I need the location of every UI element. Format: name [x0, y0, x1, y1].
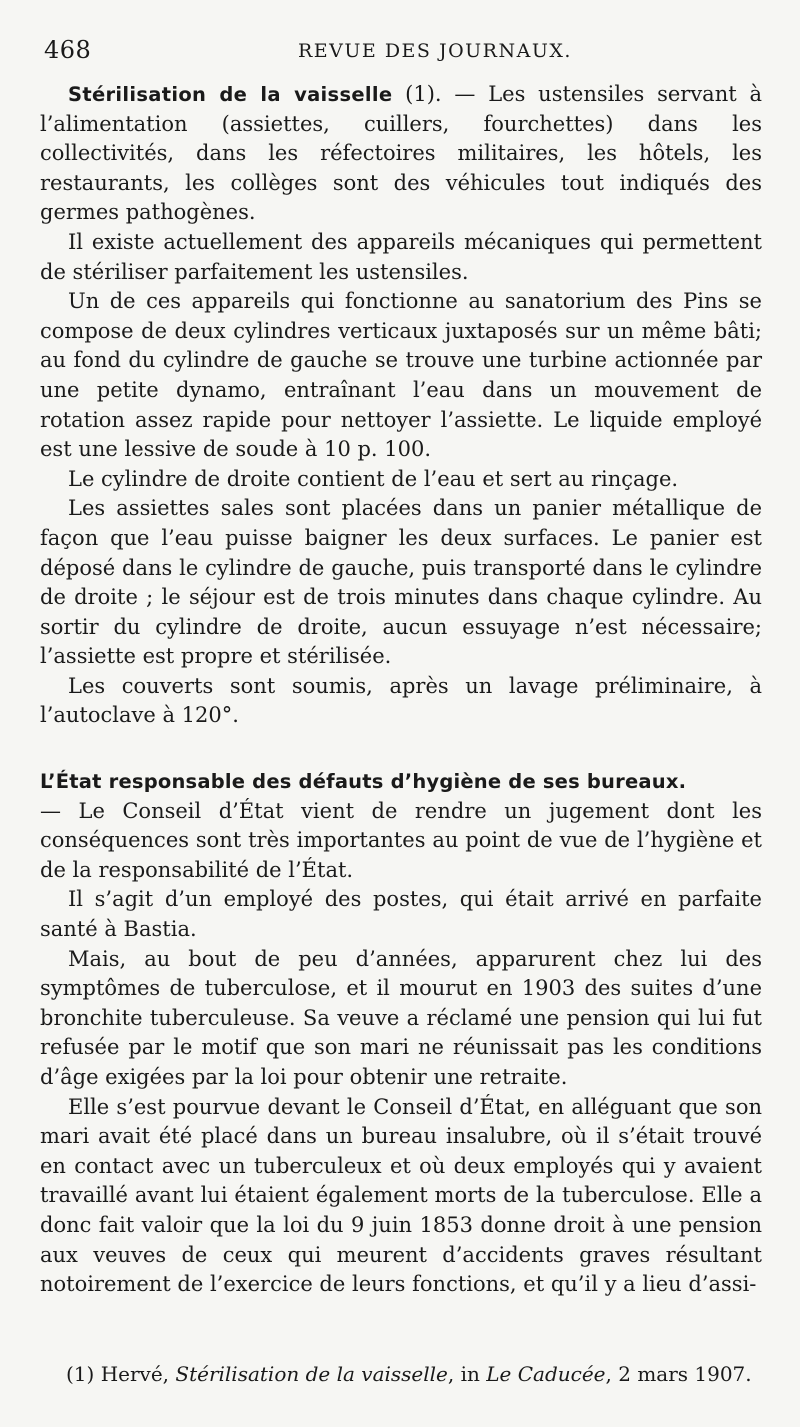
article1-paragraph-1: Il existe actuellement des appareils mécaniques qui permettent de stériliser parfaitement les ustensiles. [40, 229, 762, 284]
section-gap [40, 731, 762, 767]
article1-paragraph-5: Les couverts sont soumis, après un lavage préliminaire, à l’autoclave à 120°. [40, 673, 762, 728]
footnote-journal: Le Caducée [486, 1362, 606, 1386]
article1-intro-paragraph [40, 80, 762, 228]
footnote-marker: (1) Hervé, [66, 1362, 176, 1386]
article2-paragraph-1: Il s’agit d’un employé des postes, qui était arrivé en parfaite santé à Bastia. [40, 887, 762, 942]
article2-paragraph-2: Mais, au bout de peu d’années, apparurent chez lui des symptômes de tuberculose, et il mourut en 1903 des suites d’une bronchite tuberculeuse. Sa veuve a réclamé une pension qui lui fut refusée par le motif que son mari ne réunissait pas les conditions d’âge exigées par la loi pour obtenir une retraite. [40, 946, 762, 1089]
page-header [40, 36, 760, 72]
footnote-title: Stérilisation de la vaisselle [175, 1362, 448, 1386]
article2-title: L’État responsable des défauts d’hygiène de ses bureaux. [40, 770, 687, 794]
article1-paragraph-4: Les assiettes sales sont placées dans un panier métallique de façon que l’eau puisse baigner les deux surfaces. Le panier est déposé dans le cylindre de gauche, puis transporté dans le cylindre de droite ; le séjour est de trois minutes dans chaque cylindre. Au sortir du cylindre de droite, aucun essuyage n’est nécessaire; l’assiette est propre et stérilisée. [40, 496, 762, 669]
footnote-date: , 2 mars 1907. [605, 1362, 752, 1386]
article2-intro: — Le Conseil d’État vient de rendre un jugement dont les conséquences sont très importantes au point de vue de l’hygiène et de la responsabilité de l’État. [40, 798, 762, 882]
page-number: 468 [44, 36, 92, 64]
footnote-mid: , in [447, 1362, 487, 1386]
article1-paragraph-3: Le cylindre de droite contient de l’eau et sert au rinçage. [68, 466, 679, 491]
article1-paragraph-2: Un de ces appareils qui fonctionne au sanatorium des Pins se compose de deux cylindres verticaux juxtaposés sur un même bâti; au fond du cylindre de gauche se trouve une turbine actionnée par une petite dynamo, entraînant l’eau dans un mouvement de rotation assez rapide pour nettoyer l’assiette. Le liquide employé est une lessive de soude à 10 p. 100. [40, 289, 762, 462]
page-body [40, 80, 762, 1300]
article2-paragraph-3: Elle s’est pourvue devant le Conseil d’État, en alléguant que son mari avait été placé dans un bureau insalubre, où il s’était trouvé en contact avec un tuberculeux et où deux employés qui y avaient travaillé avant lui étaient également morts de la tuberculose. Elle a donc fait valoir que la loi du 9 juin 1853 donne droit à une pension aux veuves de ceux qui meurent d’accidents graves résultant notoirement de l’exercice de leurs fonctions, et qu’il y a lieu d’assi- [40, 1094, 762, 1297]
article1-title: Stérilisation de la vaisselle [68, 83, 393, 106]
running-title: REVUE DES JOURNAUX. [298, 40, 572, 62]
article1-note-ref: (1). [392, 82, 442, 106]
article1-intro: — Les ustensiles servant à l’alimentation (assiettes, cuillers, fourchettes) dans les collectivités, dans les réfectoires militaires, les hôtels, les restaurants, les collèges sont des véhicules tout indiqués des germes pathogènes. [40, 82, 762, 225]
footnote [66, 1360, 766, 1388]
